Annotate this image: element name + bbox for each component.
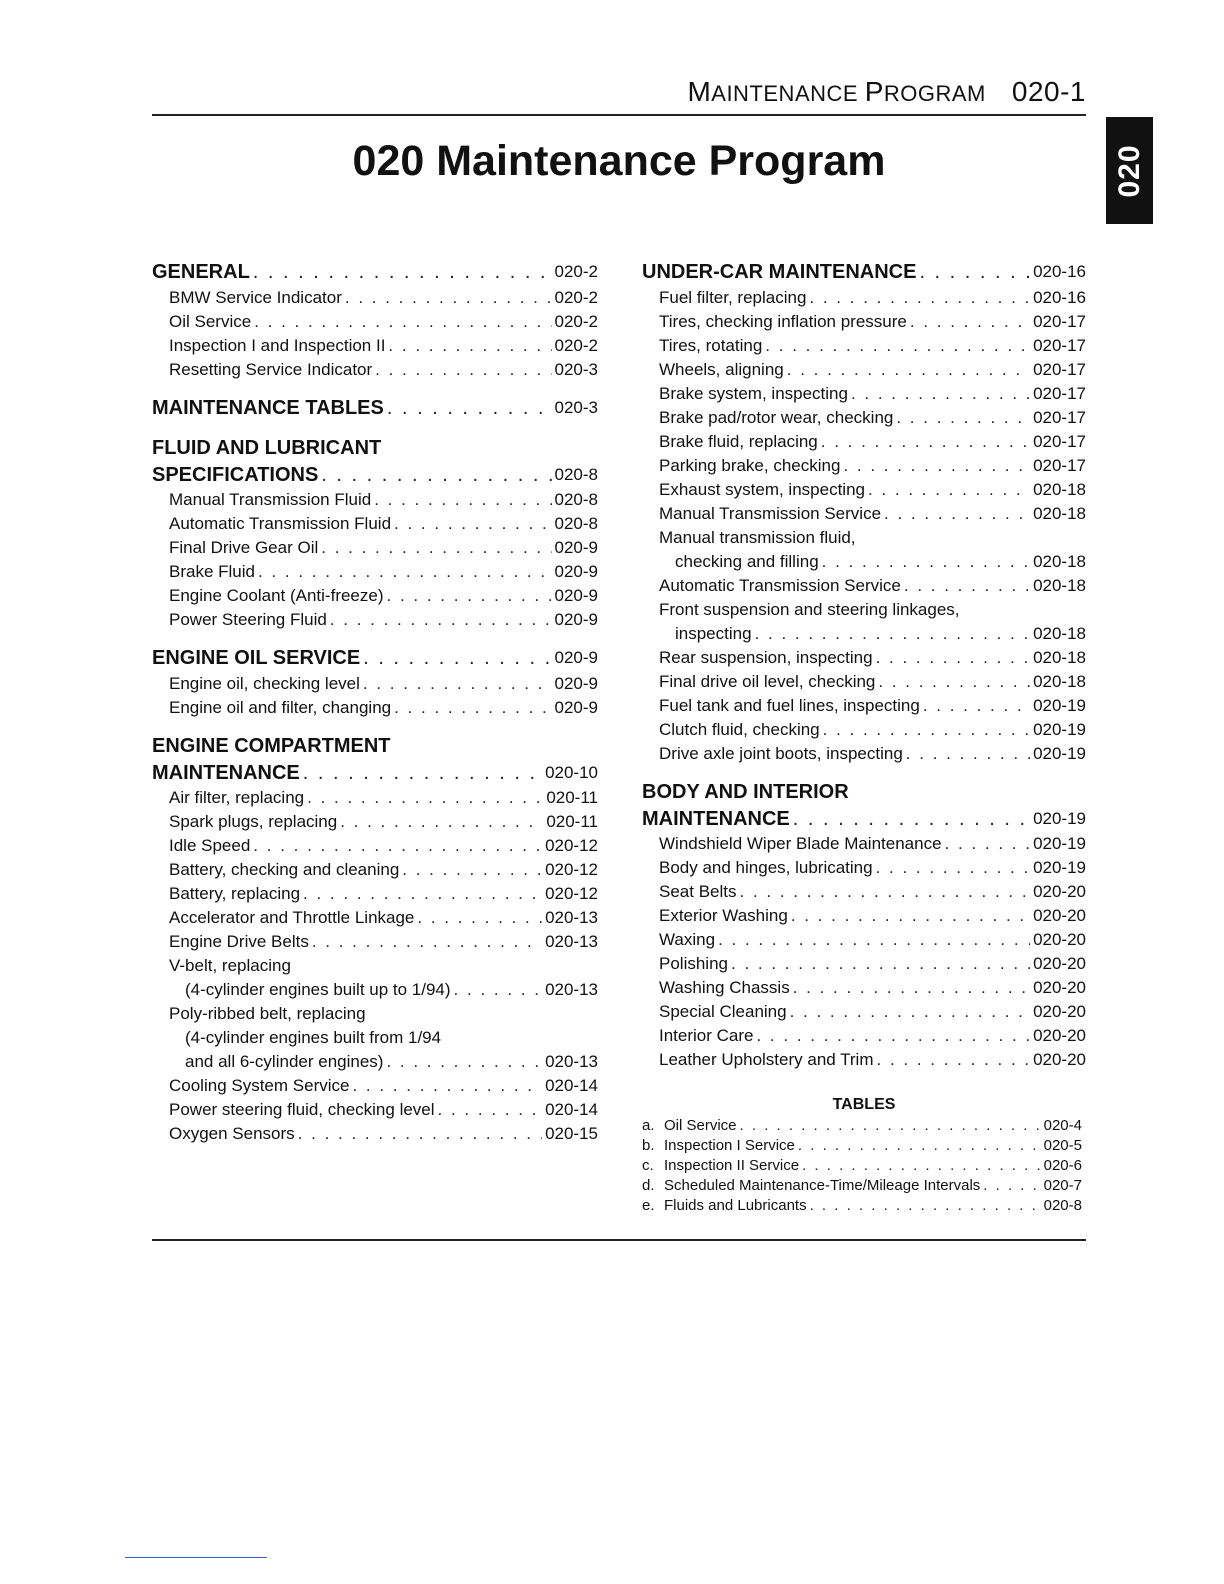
dot-leader	[923, 694, 1030, 718]
toc-entry-label: Front suspension and steering linkages,	[659, 600, 960, 619]
dot-leader	[386, 1050, 542, 1074]
toc-entry-label: Air filter, replacing	[169, 788, 305, 807]
toc-section-label: UNDER-CAR MAINTENANCE	[642, 261, 917, 283]
dot-leader	[388, 334, 551, 358]
toc-page-number: 020-12	[545, 860, 598, 879]
toc-page-number: 020-11	[546, 788, 598, 807]
toc-page-number: 020-18	[1033, 672, 1086, 691]
toc-entry-label: Polishing	[659, 954, 728, 973]
toc-page-number: 020-18	[1033, 480, 1086, 499]
dot-leader	[454, 978, 543, 1002]
table-entry-letter: e.	[642, 1197, 655, 1214]
toc-entry	[152, 858, 598, 882]
toc-entry-label: Engine oil and filter, changing	[169, 698, 392, 717]
dot-leader	[740, 880, 1031, 904]
dot-leader	[802, 1156, 1041, 1176]
toc-entry	[642, 430, 1086, 454]
toc-entry	[152, 882, 598, 906]
toc-page-number: 020-8	[554, 490, 598, 509]
dot-leader	[910, 310, 1030, 334]
toc-section-label: MAINTENANCE	[152, 762, 300, 784]
dot-leader	[718, 928, 1030, 952]
toc-page-number: 020-20	[1033, 954, 1086, 973]
toc-entry-label: Interior Care	[659, 1026, 754, 1045]
table-entry-page: 020-5	[1043, 1137, 1082, 1154]
toc-page-number: 020-10	[545, 763, 598, 782]
toc-section-entry	[642, 258, 1086, 286]
toc-page-number: 020-19	[1033, 809, 1086, 828]
dot-leader	[793, 976, 1030, 1000]
dot-leader	[945, 832, 1031, 856]
toc-entry-label: Rear suspension, inspecting	[659, 648, 873, 667]
toc-page-number: 020-17	[1033, 432, 1086, 451]
toc-entry	[642, 478, 1086, 502]
toc-entry-label: Windshield Wiper Blade Maintenance	[659, 834, 942, 853]
toc-entry-label: Tires, rotating	[659, 336, 763, 355]
toc-page-number: 020-11	[546, 812, 598, 831]
toc-entry	[152, 672, 598, 696]
toc-section-label: FLUID AND LUBRICANT	[152, 437, 382, 459]
toc-entry	[152, 696, 598, 720]
toc-entry	[642, 598, 1086, 622]
dot-leader	[793, 806, 1030, 832]
toc-entry-label: Manual Transmission Service	[659, 504, 882, 523]
toc-page-number: 020-20	[1033, 1002, 1086, 1021]
toc-entry	[152, 954, 598, 978]
toc-entry	[152, 978, 598, 1002]
dot-leader	[387, 584, 552, 608]
dot-leader	[394, 696, 551, 720]
dot-leader	[876, 856, 1030, 880]
toc-right-column	[642, 258, 1086, 1216]
toc-entry	[642, 694, 1086, 718]
toc-entry-label: Parking brake, checking	[659, 456, 841, 475]
toc-page-number: 020-16	[1033, 288, 1086, 307]
table-list-entry	[642, 1136, 1086, 1156]
toc-entry	[152, 1002, 598, 1026]
toc-section-label: MAINTENANCE TABLES	[152, 397, 384, 419]
chapter-thumb-tab-label: 020	[1112, 143, 1146, 198]
dot-leader	[307, 786, 543, 810]
toc-section-entry	[152, 462, 598, 488]
dot-leader	[884, 502, 1030, 526]
dot-leader	[878, 670, 1030, 694]
toc-entry-label: Engine Coolant (Anti-freeze)	[169, 586, 384, 605]
toc-page-number: 020-9	[554, 648, 598, 667]
dot-leader	[253, 834, 542, 858]
table-entry-label: Inspection I Service	[664, 1137, 795, 1154]
toc-entry-label: Fuel tank and fuel lines, inspecting	[659, 696, 920, 715]
toc-section-label: GENERAL	[152, 261, 250, 283]
header-rule	[152, 114, 1086, 116]
toc-page-number: 020-19	[1033, 696, 1086, 715]
table-entry-letter: a.	[642, 1117, 655, 1134]
toc-page-number: 020-9	[554, 698, 598, 717]
toc-entry	[152, 930, 598, 954]
toc-page-number: 020-3	[554, 398, 598, 417]
toc-entry	[152, 1098, 598, 1122]
toc-entry-label: Inspection I and Inspection II	[169, 336, 386, 355]
dot-leader	[303, 882, 542, 906]
dot-leader	[363, 644, 551, 672]
toc-section-entry	[642, 806, 1086, 832]
dot-leader	[876, 646, 1030, 670]
toc-entry	[642, 646, 1086, 670]
toc-entry	[642, 718, 1086, 742]
toc-entry	[152, 560, 598, 584]
dot-leader	[387, 394, 552, 422]
toc-entry-label: Manual Transmission Fluid	[169, 490, 372, 509]
toc-entry-label: Battery, replacing	[169, 884, 301, 903]
toc-entry-label: Waxing	[659, 930, 716, 949]
dot-leader	[417, 906, 542, 930]
toc-page-number: 020-18	[1033, 552, 1086, 571]
toc-entry-label: Resetting Service Indicator	[169, 360, 373, 379]
tables-heading: TABLES	[832, 1096, 896, 1113]
running-head-title-initial-2: P	[864, 76, 884, 107]
toc-entry	[642, 976, 1086, 1000]
toc-entry	[642, 832, 1086, 856]
toc-entry	[152, 906, 598, 930]
toc-page-number: 020-20	[1033, 930, 1086, 949]
toc-entry-label: Manual transmission fluid,	[659, 528, 856, 547]
toc-section-entry	[152, 644, 598, 672]
dot-leader	[787, 358, 1030, 382]
toc-page-number: 020-2	[554, 336, 598, 355]
toc-page-number: 020-9	[554, 674, 598, 693]
toc-page-number: 020-20	[1033, 1026, 1086, 1045]
toc-entry-label: Special Cleaning	[659, 1002, 787, 1021]
dot-leader	[303, 760, 542, 786]
dot-leader	[765, 334, 1030, 358]
toc-entry-label: Engine oil, checking level	[169, 674, 360, 693]
toc-page-number: 020-13	[545, 980, 598, 999]
toc-entry-label: Final Drive Gear Oil	[169, 538, 319, 557]
table-list-entry	[642, 1116, 1086, 1136]
toc-entry-label: Exhaust system, inspecting	[659, 480, 865, 499]
toc-entry	[642, 1024, 1086, 1048]
toc-entry-label: Automatic Transmission Service	[659, 576, 901, 595]
dot-leader	[330, 608, 552, 632]
table-list-entry	[642, 1156, 1086, 1176]
toc-entry-label: BMW Service Indicator	[169, 288, 342, 307]
toc-entry	[642, 856, 1086, 880]
toc-entry	[152, 584, 598, 608]
toc-page-number: 020-14	[545, 1100, 598, 1119]
toc-entry	[642, 310, 1086, 334]
running-head-title-initial-1: M	[687, 76, 712, 107]
toc-entry-label: Battery, checking and cleaning	[169, 860, 400, 879]
toc-entry-label: Spark plugs, replacing	[169, 812, 338, 831]
toc-page-number: 020-9	[554, 538, 598, 557]
toc-page-number: 020-17	[1033, 336, 1086, 355]
toc-page-number: 020-8	[554, 465, 598, 484]
toc-entry	[642, 670, 1086, 694]
dot-leader	[809, 286, 1030, 310]
toc-entry	[152, 334, 598, 358]
toc-entry	[642, 904, 1086, 928]
toc-page-number: 020-17	[1033, 384, 1086, 403]
table-entry-page: 020-4	[1043, 1117, 1082, 1134]
toc-page-number: 020-20	[1033, 882, 1086, 901]
dot-leader	[375, 358, 551, 382]
toc-page-number: 020-17	[1033, 456, 1086, 475]
toc-page-number: 020-2	[554, 288, 598, 307]
dot-leader	[904, 574, 1030, 598]
toc-page-number: 020-18	[1033, 504, 1086, 523]
toc-entry	[642, 502, 1086, 526]
toc-entry	[642, 1048, 1086, 1072]
toc-page-number: 020-12	[545, 836, 598, 855]
toc-entry	[152, 834, 598, 858]
toc-section-label: ENGINE COMPARTMENT	[152, 735, 391, 757]
toc-entry	[642, 406, 1086, 430]
toc-entry-label: Oil Service	[169, 312, 252, 331]
toc-entry	[152, 1074, 598, 1098]
table-entry-page: 020-6	[1043, 1157, 1082, 1174]
toc-page-number: 020-8	[554, 514, 598, 533]
toc-entry	[642, 334, 1086, 358]
toc-entry-label: Washing Chassis	[659, 978, 790, 997]
running-head-title-rest-2: ROGRAM	[883, 81, 986, 106]
running-head-title-rest-1: AINTENANCE	[711, 81, 865, 106]
dot-leader	[919, 258, 1030, 286]
toc-entry-label: V-belt, replacing	[169, 956, 291, 975]
toc-entry-label: Leather Upholstery and Trim	[659, 1050, 874, 1069]
dot-leader	[896, 406, 1030, 430]
toc-section-label: MAINTENANCE	[642, 808, 790, 830]
toc-page-number: 020-13	[545, 1052, 598, 1071]
toc-page-number: 020-20	[1033, 978, 1086, 997]
toc-page-number: 020-20	[1033, 906, 1086, 925]
toc-entry-label: Accelerator and Throttle Linkage	[169, 908, 415, 927]
toc-entry	[152, 536, 598, 560]
toc-page-number: 020-18	[1033, 576, 1086, 595]
toc-section-entry	[152, 760, 598, 786]
toc-entry-label: Brake Fluid	[169, 562, 255, 581]
dot-leader	[810, 1196, 1041, 1216]
dot-leader	[438, 1098, 543, 1122]
dot-leader	[877, 1048, 1031, 1072]
toc-section-label: SPECIFICATIONS	[152, 464, 319, 486]
toc-entry-label: inspecting	[675, 624, 752, 643]
dot-leader	[321, 536, 551, 560]
toc-right-entries	[642, 258, 1086, 1072]
toc-entry-label: Brake pad/rotor wear, checking	[659, 408, 894, 427]
dot-leader	[843, 454, 1030, 478]
dot-leader	[983, 1176, 1040, 1196]
toc-entry-label: Brake system, inspecting	[659, 384, 848, 403]
toc-entry-label: Seat Belts	[659, 882, 737, 901]
toc-entry-label: Poly-ribbed belt, replacing	[169, 1004, 366, 1023]
toc-page-number: 020-12	[545, 884, 598, 903]
table-entry-label: Fluids and Lubricants	[664, 1197, 807, 1214]
dot-leader	[822, 550, 1030, 574]
table-entry-letter: c.	[642, 1157, 654, 1174]
table-entry-letter: d.	[642, 1177, 655, 1194]
toc-entry	[642, 550, 1086, 574]
toc-entry	[152, 1122, 598, 1146]
toc-entry-label: Drive axle joint boots, inspecting	[659, 744, 903, 763]
toc-entry-label: Fuel filter, replacing	[659, 288, 807, 307]
toc-page-number: 020-9	[554, 562, 598, 581]
toc-entry	[152, 1026, 598, 1050]
toc-entry-label: (4-cylinder engines built up to 1/94)	[185, 980, 451, 999]
toc-page-number: 020-17	[1033, 312, 1086, 331]
toc-entry-label: Power steering fluid, checking level	[169, 1100, 435, 1119]
bottom-link-underline	[125, 1557, 267, 1558]
toc-entry	[642, 574, 1086, 598]
toc-entry-label: Exterior Washing	[659, 906, 788, 925]
dot-leader	[253, 258, 552, 286]
toc-entry	[642, 742, 1086, 766]
toc-page-number: 020-19	[1033, 720, 1086, 739]
toc-page-number: 020-18	[1033, 648, 1086, 667]
dot-leader	[868, 478, 1030, 502]
chapter-thumb-tab	[1106, 117, 1153, 224]
toc-page-number: 020-17	[1033, 360, 1086, 379]
toc-entry-label: Oxygen Sensors	[169, 1124, 295, 1143]
dot-leader	[798, 1136, 1041, 1156]
toc-page-number: 020-19	[1033, 834, 1086, 853]
dot-leader	[821, 430, 1030, 454]
toc-entry	[152, 786, 598, 810]
dot-leader	[906, 742, 1030, 766]
dot-leader	[731, 952, 1030, 976]
toc-section-label: ENGINE OIL SERVICE	[152, 647, 361, 669]
toc-page-number: 020-14	[545, 1076, 598, 1095]
toc-entry	[152, 286, 598, 310]
table-entry-label: Inspection II Service	[664, 1157, 800, 1174]
toc-entry	[152, 608, 598, 632]
toc-entry	[642, 1000, 1086, 1024]
toc-page-number: 020-16	[1033, 262, 1086, 281]
toc-entry-label: Idle Speed	[169, 836, 251, 855]
table-list-entry	[642, 1176, 1086, 1196]
table-entry-page: 020-8	[1043, 1197, 1082, 1214]
toc-section-entry	[152, 732, 598, 760]
toc-page-number: 020-15	[545, 1124, 598, 1143]
toc-entry	[152, 1050, 598, 1074]
toc-entry-label: Final drive oil level, checking	[659, 672, 876, 691]
footer-rule	[152, 1239, 1086, 1241]
toc-entry	[642, 358, 1086, 382]
toc-entry-label: Cooling System Service	[169, 1076, 350, 1095]
dot-leader	[345, 286, 552, 310]
toc-entry	[152, 310, 598, 334]
toc-page-number: 020-9	[554, 610, 598, 629]
toc-section-entry	[642, 778, 1086, 806]
toc-left-column	[152, 258, 598, 1146]
toc-entry	[152, 488, 598, 512]
toc-entry	[642, 928, 1086, 952]
dot-leader	[755, 622, 1031, 646]
toc-entry-label: Tires, checking inflation pressure	[659, 312, 907, 331]
dot-leader	[298, 1122, 542, 1146]
toc-entry-label: Automatic Transmission Fluid	[169, 514, 392, 533]
dot-leader	[756, 1024, 1030, 1048]
table-entry-page: 020-7	[1043, 1177, 1082, 1194]
toc-entry-label: Clutch fluid, checking	[659, 720, 820, 739]
toc-page-number: 020-20	[1033, 1050, 1086, 1069]
dot-leader	[363, 672, 552, 696]
toc-entry	[642, 286, 1086, 310]
toc-entry	[152, 512, 598, 536]
dot-leader	[374, 488, 551, 512]
toc-entry	[152, 810, 598, 834]
dot-leader	[791, 904, 1030, 928]
toc-entry-label: Wheels, aligning	[659, 360, 784, 379]
toc-entry	[642, 454, 1086, 478]
toc-section-label: BODY AND INTERIOR	[642, 781, 849, 803]
dot-leader	[851, 382, 1030, 406]
dot-leader	[254, 310, 551, 334]
toc-page-number: 020-19	[1033, 858, 1086, 877]
toc-entry	[642, 880, 1086, 904]
toc-entry-label: Brake fluid, replacing	[659, 432, 818, 451]
table-entry-letter: b.	[642, 1137, 655, 1154]
toc-entry	[642, 382, 1086, 406]
toc-page-number: 020-2	[554, 312, 598, 331]
toc-entry	[642, 622, 1086, 646]
table-entry-label: Scheduled Maintenance-Time/Mileage Intervals	[664, 1177, 981, 1194]
dot-leader	[790, 1000, 1030, 1024]
toc-page-number: 020-19	[1033, 744, 1086, 763]
toc-page-number: 020-17	[1033, 408, 1086, 427]
toc-page-number: 020-18	[1033, 624, 1086, 643]
toc-page-number: 020-9	[554, 586, 598, 605]
toc-page-number: 020-13	[545, 932, 598, 951]
dot-leader	[258, 560, 552, 584]
toc-page-number: 020-2	[554, 262, 598, 281]
dot-leader	[394, 512, 551, 536]
toc-entry-label: Engine Drive Belts	[169, 932, 309, 951]
dot-leader	[312, 930, 542, 954]
toc-page-number: 020-13	[545, 908, 598, 927]
table-list-entry	[642, 1196, 1086, 1216]
toc-entry	[152, 358, 598, 382]
dot-leader	[352, 1074, 542, 1098]
toc-section-entry	[152, 434, 598, 462]
toc-page-number: 020-3	[554, 360, 598, 379]
dot-leader	[321, 462, 551, 488]
tables-list	[642, 1116, 1086, 1216]
toc-section-entry	[152, 394, 598, 422]
dot-leader	[740, 1116, 1041, 1136]
toc-entry-label: and all 6-cylinder engines)	[185, 1052, 384, 1071]
chapter-title: 020 Maintenance Program	[352, 137, 886, 185]
toc-entry	[642, 526, 1086, 550]
dot-leader	[823, 718, 1030, 742]
toc-entry-label: (4-cylinder engines built from 1/94	[185, 1028, 442, 1047]
toc-section-entry	[152, 258, 598, 286]
toc-entry-label: Body and hinges, lubricating	[659, 858, 873, 877]
toc-entry	[642, 952, 1086, 976]
toc-entry-label: checking and filling	[675, 552, 819, 571]
table-entry-label: Oil Service	[664, 1117, 737, 1134]
dot-leader	[402, 858, 542, 882]
page-folio: 020-1	[1011, 76, 1086, 107]
dot-leader	[340, 810, 543, 834]
toc-entry-label: Power Steering Fluid	[169, 610, 327, 629]
running-head	[152, 76, 1086, 114]
